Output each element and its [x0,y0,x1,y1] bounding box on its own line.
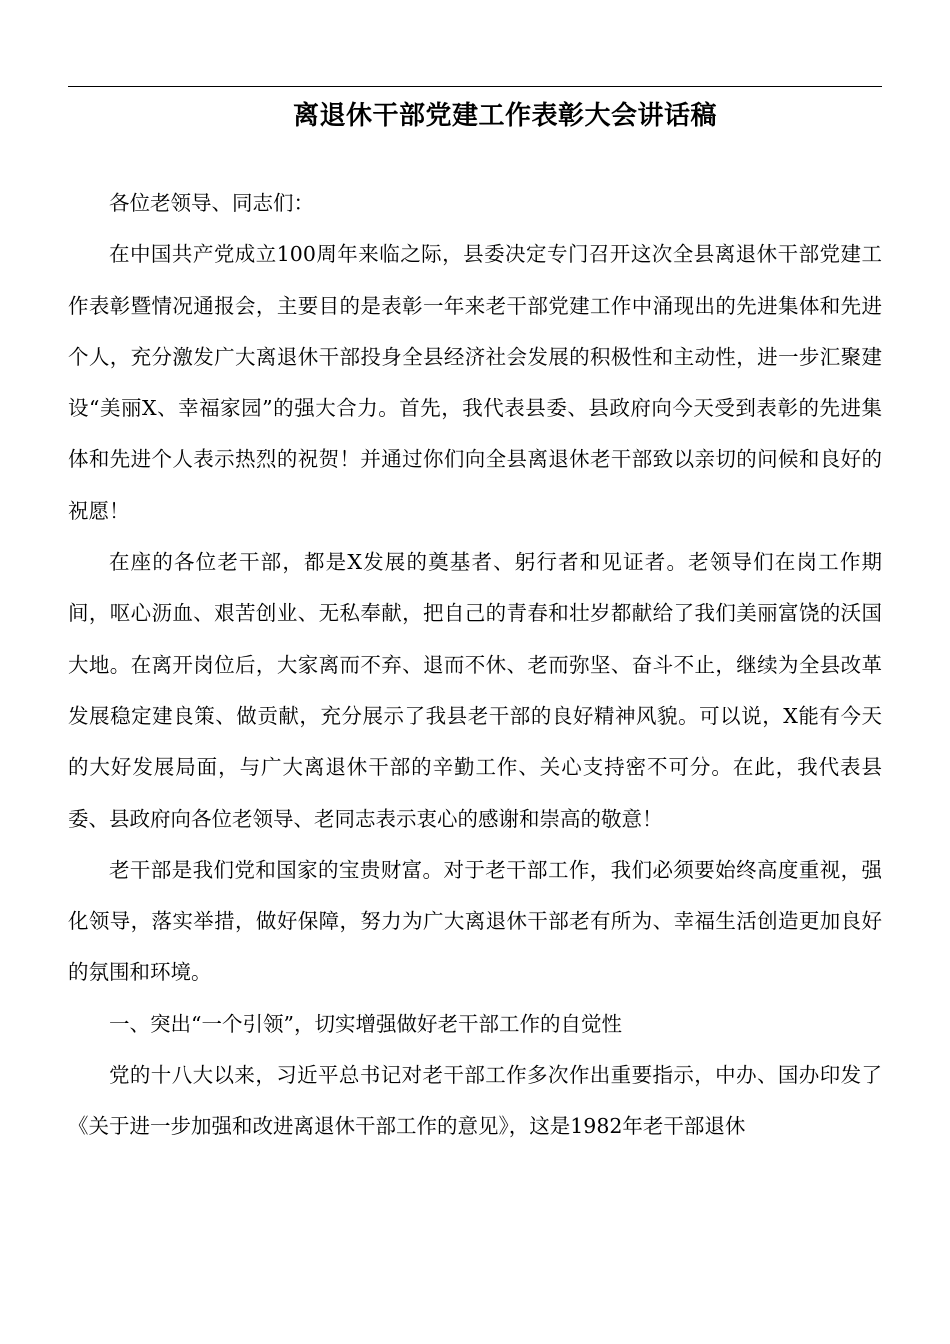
header-rule [68,86,882,87]
body-paragraph: 老干部是我们党和国家的宝贵财富。对于老干部工作，我们必须要始终高度重视，强化领导，落实举措，做好保障，努力为广大离退休干部老有所为、幸福生活创造更加良好的氛围和环境。 [68,857,882,985]
body-paragraph: 在座的各位老干部，都是X发展的奠基者、躬行者和见证者。老领导们在岗工作期间，呕心沥血、艰苦创业、无私奉献，把自己的青春和壮岁都献给了我们美丽富饶的沃国大地。在离开岗位后，大家离而不弃、退而不休、老而弥坚、奋斗不止，继续为全县改革发展稳定建良策、做贡献，充分展示了我县老干部的良好精神风貌。可以说，X能有今天的大好发展局面，与广大离退休干部的辛勤工作、关心支持密不可分。在此，我代表县委、县政府向各位老领导、老同志表示衷心的感谢和崇高的敬意！ [68,550,882,831]
body-paragraph: 在中国共产党成立100周年来临之际，县委决定专门召开这次全县离退休干部党建工作表彰暨情况通报会，主要目的是表彰一年来老干部党建工作中涌现出的先进集体和先进个人，充分激发广大离退休干部投身全县经济社会发展的积极性和主动性，进一步汇聚建设“美丽X、幸福家园”的强大合力。首先，我代表县委、县政府向今天受到表彰的先进集体和先进个人表示热烈的祝贺！并通过你们向全县离退休老干部致以亲切的问候和良好的祝愿！ [68,242,882,523]
section-heading: 一、突出“一个引领”，切实增强做好老干部工作的自觉性 [109,1011,622,1036]
document-title: 离退休干部党建工作表彰大会讲话稿 [292,101,717,131]
salutation-paragraph: 各位老领导、同志们： [109,191,314,215]
document-body [68,178,882,1153]
body-paragraph: 党的十八大以来，习近平总书记对老干部工作多次作出重要指示，中办、国办印发了《关于进一步加强和改进离退休干部工作的意见》，这是1982年老干部退休 [68,1063,882,1139]
